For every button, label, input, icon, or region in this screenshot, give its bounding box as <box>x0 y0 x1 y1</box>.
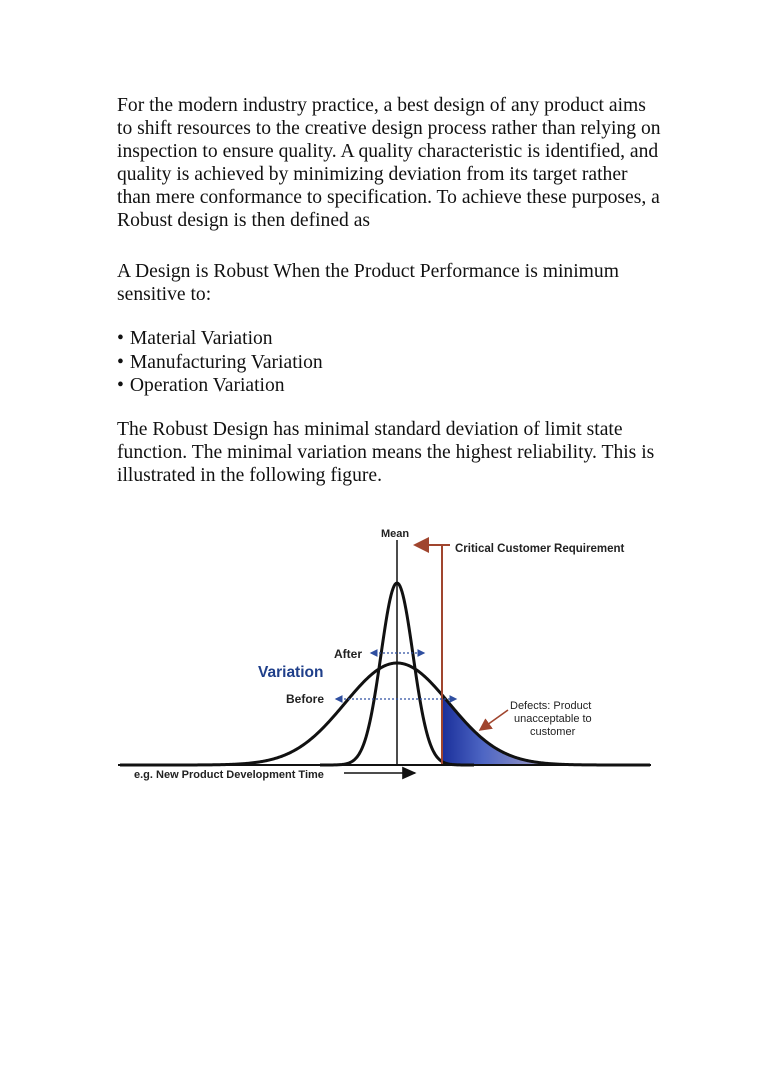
defect-pointer-arrow <box>480 710 508 730</box>
variation-bullet-list <box>117 327 662 398</box>
defects-label-line2: unacceptable to <box>514 713 592 725</box>
intro-paragraph: For the modern industry practice, a best design of any product aims to shift resources to the creative design process rather than relying on inspection to ensure quality. A quality characteristic is identified, and quality is achieved by minimizing deviation from its target rather than mere conformance to specification. To achieve these purposes, a Robust design is then defined as <box>117 95 661 231</box>
bullet-item: • Manufacturing Variation <box>117 351 662 375</box>
mean-label: Mean <box>381 528 410 540</box>
defects-label-line3: customer <box>530 726 576 738</box>
definition-paragraph: A Design is Robust When the Product Performance is minimum sensitive to: <box>117 261 619 305</box>
variation-label: Variation <box>258 664 324 681</box>
after-label: After <box>334 647 363 661</box>
robust-design-figure <box>110 515 658 790</box>
conclusion-paragraph: The Robust Design has minimal standard deviation of limit state function. The minimal variation means the highest reliability. This is illustrated in the following figure. <box>117 419 655 486</box>
before-label: Before <box>286 692 325 706</box>
bullet-item: • Material Variation <box>117 327 662 351</box>
bullet-item: • Operation Variation <box>117 374 662 398</box>
defects-label-line1: Defects: Product <box>510 700 592 712</box>
critical-requirement-label: Critical Customer Requirement <box>455 543 625 555</box>
variation-diagram <box>110 515 658 790</box>
time-axis-label: e.g. New Product Development Time <box>134 769 324 781</box>
